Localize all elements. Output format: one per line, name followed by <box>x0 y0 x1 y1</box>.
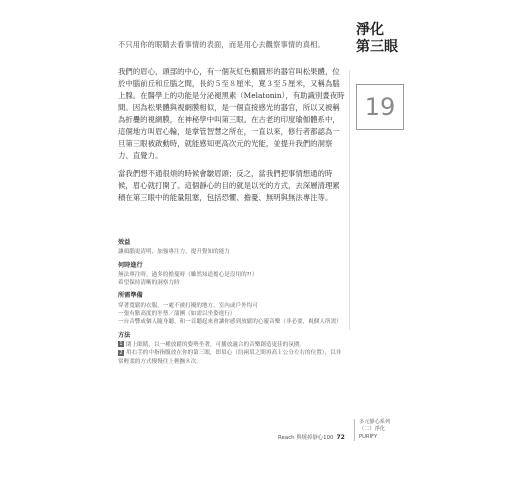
body-paragraph-2: 當我們想不通很煩的時候會皺眉頭；反之，當我們把事情想通的時候，眉心就打開了。這個靜心的目的就是以光的方式，去深層清理累積在第三眼中的能量阻塞，包括恐懼、擔憂、無明與無法專注等。 <box>118 169 340 202</box>
step-number-badge: 2 <box>119 349 123 356</box>
section-when <box>118 262 346 288</box>
section-line: 一台音響或個人隨身聽，和一首聽起來會讓你感到放鬆的心靈音樂（非必要，視個人所需） <box>118 319 342 326</box>
series-label <box>354 419 429 441</box>
step-text: 用右手的中指指腹放在你的第三眼，即眉心（約兩眉之間再高１公分左右的位置），以非常輕柔的方式慢慢往上輕撫８次。 <box>118 350 342 365</box>
chapter-title <box>356 22 412 56</box>
section-line: 無法專注時，過多的擔憂時（雖然知道擔心是沒用的?!） <box>118 271 258 278</box>
section-title: 方法 <box>118 331 131 339</box>
section-title: 所需準備 <box>118 292 143 300</box>
epigraph-quote: 不只用你的眼睛去看事情的表面，而是用心去觀察事情的真相。 <box>118 40 325 49</box>
page-footer <box>278 433 345 441</box>
section-line: 希望保持清晰的洞察力時 <box>118 280 180 287</box>
step-number-badge: 1 <box>119 341 123 348</box>
section-benefits <box>118 239 346 257</box>
section-preparation <box>118 292 346 326</box>
chapter-number-box: 19 <box>356 84 404 130</box>
step-text: 閉上眼睛，以一種放鬆的姿勢坐著，可播放適合的音樂創造更佳的氛圍。 <box>126 341 306 348</box>
series-line-3: PURIFY <box>359 433 378 440</box>
series-line-1: 多元靜心系列 <box>359 419 391 425</box>
method-step-1 <box>118 341 346 349</box>
page-number: 72 <box>336 434 345 441</box>
section-line: 一張有點高度的坐墊／蒲團（如需以坐姿進行） <box>118 311 236 318</box>
body-text <box>118 66 346 210</box>
section-title: 效益 <box>118 239 131 246</box>
method-step-2 <box>118 349 346 366</box>
body-paragraph-1: 我們的眉心，頭部的中心，有一個灰紅色橢圓形的器官叫松果體，位於中腦前丘和丘腦之間，長約５至８厘米，寬３至５厘米，又稱為腦上腺。在醫學上的功能是分泌褪黑素（Melatonin），有助識別晝夜時間。因為松果體與視網膜相似，是一個直接感光的器官，所以又被稱為折疊的視網膜，在神秘學中叫第三眼。在古老的印度瑜伽體系中，這個地方叫眉心輪，是掌管智慧之所在，一直以來，修行者都認為一旦第三眼被啟動時，就能感知更高次元的光能，並提升我們的洞察力、直覺力。 <box>118 67 345 160</box>
section-line: 讓頭腦更清明，加強專注力，提升覺知的能力 <box>118 249 230 256</box>
section-title: 何時進行 <box>118 261 143 269</box>
title-line-1: 淨化 <box>356 22 384 38</box>
book-title: Reach 與燒掉靜心100 <box>278 435 334 441</box>
title-line-2: 第三眼 <box>356 39 398 55</box>
series-line-2: （二）淨化 <box>359 426 385 433</box>
section-line: 穿著寬鬆的衣服，一處不被打擾的地方，室內或戶外均可 <box>118 302 258 309</box>
column-divider <box>349 70 350 330</box>
sections-list <box>118 239 346 371</box>
section-method <box>118 332 346 366</box>
